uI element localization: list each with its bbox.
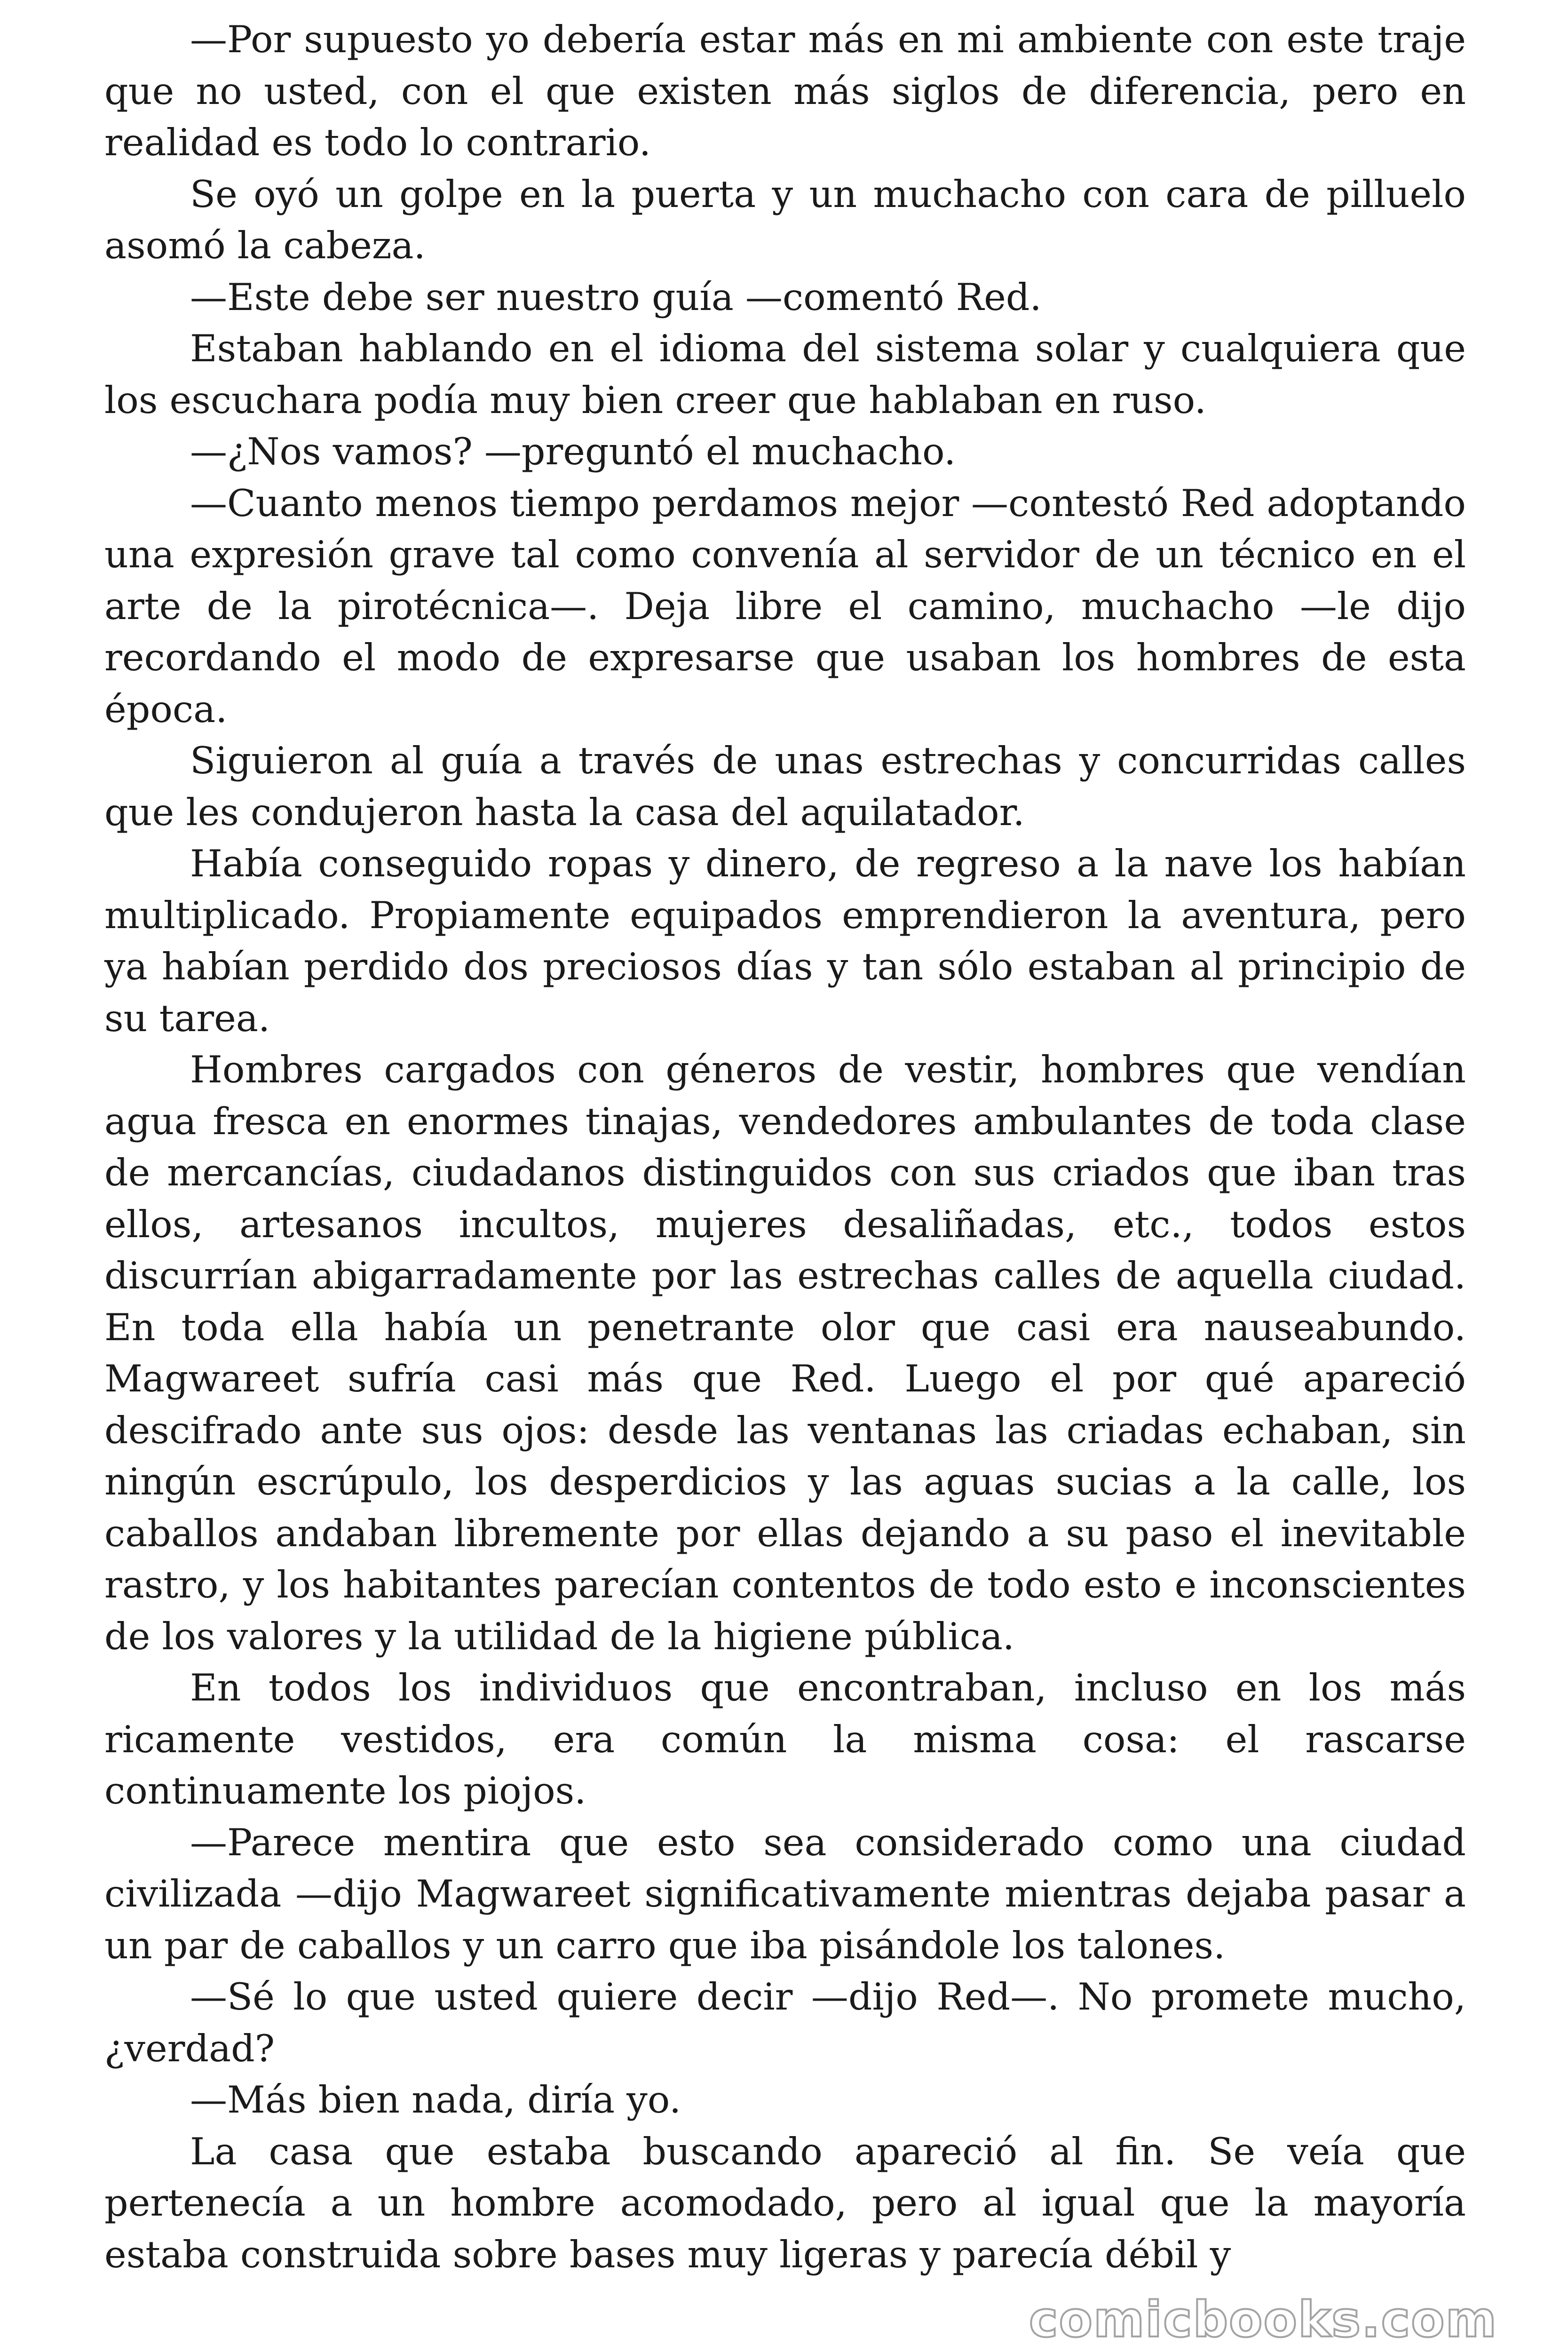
paragraph: —Por supuesto yo debería estar más en mi ambiente con este traje que no usted, con el que existen más siglos de diferencia, pero en realidad es todo lo contrario. bbox=[104, 18, 1466, 164]
paragraph: —¿Nos vamos? —preguntó el muchacho. bbox=[190, 430, 956, 473]
paragraph: —Este debe ser nuestro guía —comentó Red. bbox=[190, 275, 1042, 319]
book-page-text bbox=[104, 14, 1466, 2280]
paragraph: —Más bien nada, diría yo. bbox=[190, 2078, 681, 2122]
paragraph: Estaban hablando en el idioma del sistema solar y cualquiera que los escuchara podía muy bien creer que hablaban en ruso. bbox=[104, 327, 1466, 422]
paragraph: —Sé lo que usted quiere decir —dijo Red—. No promete mucho, ¿verdad? bbox=[104, 1975, 1466, 2070]
paragraph: Siguieron al guía a través de unas estrechas y concurridas calles que les condujeron hasta la casa del aquilatador. bbox=[104, 739, 1466, 834]
paragraph: La casa que estaba buscando apareció al fin. Se veía que pertenecía a un hombre acomodado, pero al igual que la mayoría estaba construida sobre bases muy ligeras y parecía débil y bbox=[104, 2130, 1466, 2276]
paragraph: Hombres cargados con géneros de vestir, hombres que vendían agua fresca en enormes tinajas, vendedores ambulantes de toda clase de mercancías, ciudadanos distinguidos con sus criados que iban tras ellos, artesanos incultos, mujeres desaliñadas, etc., todos estos discurrían abigarradamente por las estrechas calles de aquella ciudad. En toda ella había un penetrante olor que casi era nauseabundo. Magwareet sufría casi más que Red. Luego el por qué apareció descifrado ante sus ojos: desde las ventanas las criadas echaban, sin ningún escrúpulo, los desperdicios y las aguas sucias a la calle, los caballos andaban libremente por ellas dejando a su paso el inevitable rastro, y los habitantes parecían contentos de todo esto e inconscientes de los valores y la utilidad de la higiene pública. bbox=[104, 1048, 1466, 1658]
paragraph: Había conseguido ropas y dinero, de regreso a la nave los habían multiplicado. Propiamente equipados emprendieron la aventura, pero ya habían perdido dos preciosos días y tan sólo estaban al principio de su tarea. bbox=[104, 842, 1466, 1040]
watermark: comicbooks.com bbox=[1029, 2291, 1497, 2348]
paragraph: —Cuanto menos tiempo perdamos mejor —contestó Red adoptando una expresión grave tal como convenía al servidor de un técnico en el arte de la pirotécnica—. Deja libre el camino, muchacho —le dijo recordando el modo de expresarse que usaban los hombres de esta época. bbox=[104, 481, 1466, 731]
paragraph: —Parece mentira que esto sea considerado como una ciudad civilizada —dijo Magwareet significativamente mientras dejaba pasar a un par de caballos y un carro que iba pisándole los talones. bbox=[104, 1820, 1466, 1967]
paragraph: En todos los individuos que encontraban, incluso en los más ricamente vestidos, era común la misma cosa: el rascarse continuamente los piojos. bbox=[104, 1666, 1466, 1812]
paragraph: Se oyó un golpe en la puerta y un muchacho con cara de pilluelo asomó la cabeza. bbox=[104, 172, 1466, 267]
